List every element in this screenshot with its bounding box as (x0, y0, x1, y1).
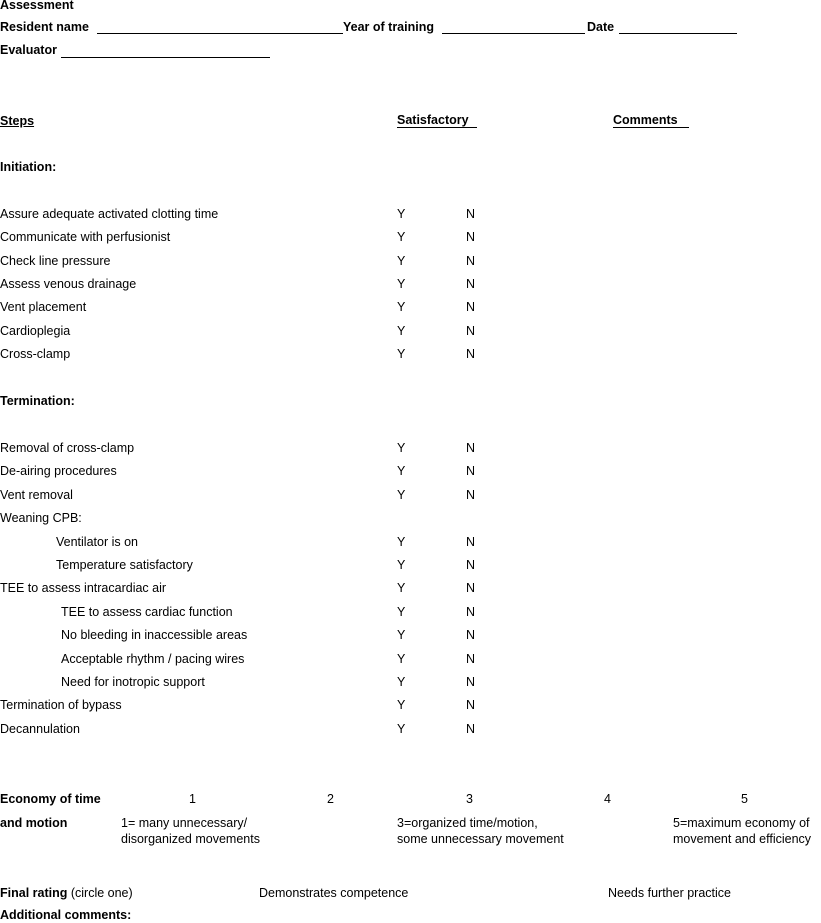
yes-option[interactable]: Y (397, 277, 406, 291)
scale-1-description: 1= many unnecessary/ (121, 816, 248, 830)
scale-3-option[interactable]: 3 (466, 792, 473, 806)
yes-option[interactable]: Y (397, 207, 406, 221)
no-option[interactable]: N (466, 441, 476, 455)
scale-5-description-cont: movement and efficiency (673, 832, 812, 846)
yes-option[interactable]: Y (397, 558, 406, 572)
yes-option[interactable]: Y (397, 441, 406, 455)
step-label: Vent removal (0, 488, 73, 502)
step-label: Cross-clamp (0, 347, 71, 361)
no-option[interactable]: N (466, 698, 476, 712)
evaluator-field[interactable] (61, 57, 270, 58)
scale-1-option[interactable]: 1 (189, 792, 196, 806)
competence-option[interactable]: Demonstrates competence (259, 886, 409, 900)
step-label: Check line pressure (0, 254, 111, 268)
date-field[interactable] (619, 33, 737, 34)
step-label: Removal of cross-clamp (0, 441, 135, 455)
yes-option[interactable]: Y (397, 581, 406, 595)
step-label: Termination of bypass (0, 698, 122, 712)
form-title: Assessment (0, 0, 74, 12)
yes-option[interactable]: Y (397, 675, 406, 689)
no-option[interactable]: N (466, 347, 476, 361)
yes-option[interactable]: Y (397, 652, 406, 666)
no-option[interactable]: N (466, 488, 476, 502)
no-option[interactable]: N (466, 207, 476, 221)
no-option[interactable]: N (466, 675, 476, 689)
no-option[interactable]: N (466, 277, 476, 291)
step-label: Temperature satisfactory (56, 558, 193, 572)
resident-name-label: Resident name (0, 20, 89, 34)
yes-option[interactable]: Y (397, 535, 406, 549)
step-label: Vent placement (0, 300, 87, 314)
step-label: TEE to assess cardiac function (61, 605, 233, 619)
scale-3-description-cont: some unnecessary movement (397, 832, 564, 846)
no-option[interactable]: N (466, 230, 476, 244)
scale-4-option[interactable]: 4 (604, 792, 611, 806)
step-label: Assess venous drainage (0, 277, 137, 291)
step-label: Weaning CPB: (0, 511, 82, 525)
year-of-training-field[interactable] (442, 33, 585, 34)
economy-label: Economy of time (0, 792, 101, 806)
yes-option[interactable]: Y (397, 698, 406, 712)
step-label: Acceptable rhythm / pacing wires (61, 652, 245, 666)
resident-name-field[interactable] (97, 33, 343, 34)
yes-option[interactable]: Y (397, 464, 406, 478)
evaluator-label: Evaluator (0, 43, 57, 57)
step-label: Cardioplegia (0, 324, 71, 338)
yes-option[interactable]: Y (397, 347, 406, 361)
date-label: Date (587, 20, 615, 34)
yes-option[interactable]: Y (397, 300, 406, 314)
yes-option[interactable]: Y (397, 628, 406, 642)
yes-option[interactable]: Y (397, 722, 406, 736)
no-option[interactable]: N (466, 464, 476, 478)
no-option[interactable]: N (466, 628, 476, 642)
scale-1-description-cont: disorganized movements (121, 832, 260, 846)
step-label: TEE to assess intracardiac air (0, 581, 167, 595)
step-label: De-airing procedures (0, 464, 117, 478)
practice-option[interactable]: Needs further practice (608, 886, 731, 900)
no-option[interactable]: N (466, 722, 476, 736)
economy-label-cont: and motion (0, 816, 68, 830)
no-option[interactable]: N (466, 605, 476, 619)
scale-5-description: 5=maximum economy of (673, 816, 810, 830)
scale-3-description: 3=organized time/motion, (397, 816, 538, 830)
no-option[interactable]: N (466, 300, 476, 314)
yes-option[interactable]: Y (397, 324, 406, 338)
no-option[interactable]: N (466, 652, 476, 666)
no-option[interactable]: N (466, 535, 476, 549)
initiation-heading: Initiation: (0, 160, 57, 174)
final-rating-title: Final rating (0, 886, 68, 900)
termination-heading: Termination: (0, 394, 75, 408)
yes-option[interactable]: Y (397, 230, 406, 244)
step-label: Assure adequate activated clotting time (0, 207, 219, 221)
comments-column-header: Comments (613, 114, 689, 128)
yes-option[interactable]: Y (397, 605, 406, 619)
no-option[interactable]: N (466, 324, 476, 338)
step-label: No bleeding in inaccessible areas (61, 628, 248, 642)
no-option[interactable]: N (466, 254, 476, 268)
final-rating-label (0, 886, 133, 901)
step-label: Decannulation (0, 722, 80, 736)
no-option[interactable]: N (466, 581, 476, 595)
step-label: Ventilator is on (56, 535, 138, 549)
steps-column-header: Steps (0, 114, 35, 128)
scale-2-option[interactable]: 2 (327, 792, 334, 806)
yes-option[interactable]: Y (397, 488, 406, 502)
step-label: Need for inotropic support (61, 675, 205, 689)
year-of-training-label: Year of training (343, 20, 434, 34)
step-label: Communicate with perfusionist (0, 230, 171, 244)
yes-option[interactable]: Y (397, 254, 406, 268)
no-option[interactable]: N (466, 558, 476, 572)
satisfactory-column-header: Satisfactory (397, 114, 477, 128)
additional-comments-label: Additional comments: (0, 908, 132, 922)
scale-5-option[interactable]: 5 (741, 792, 748, 806)
final-rating-note: (circle one) (67, 886, 133, 900)
